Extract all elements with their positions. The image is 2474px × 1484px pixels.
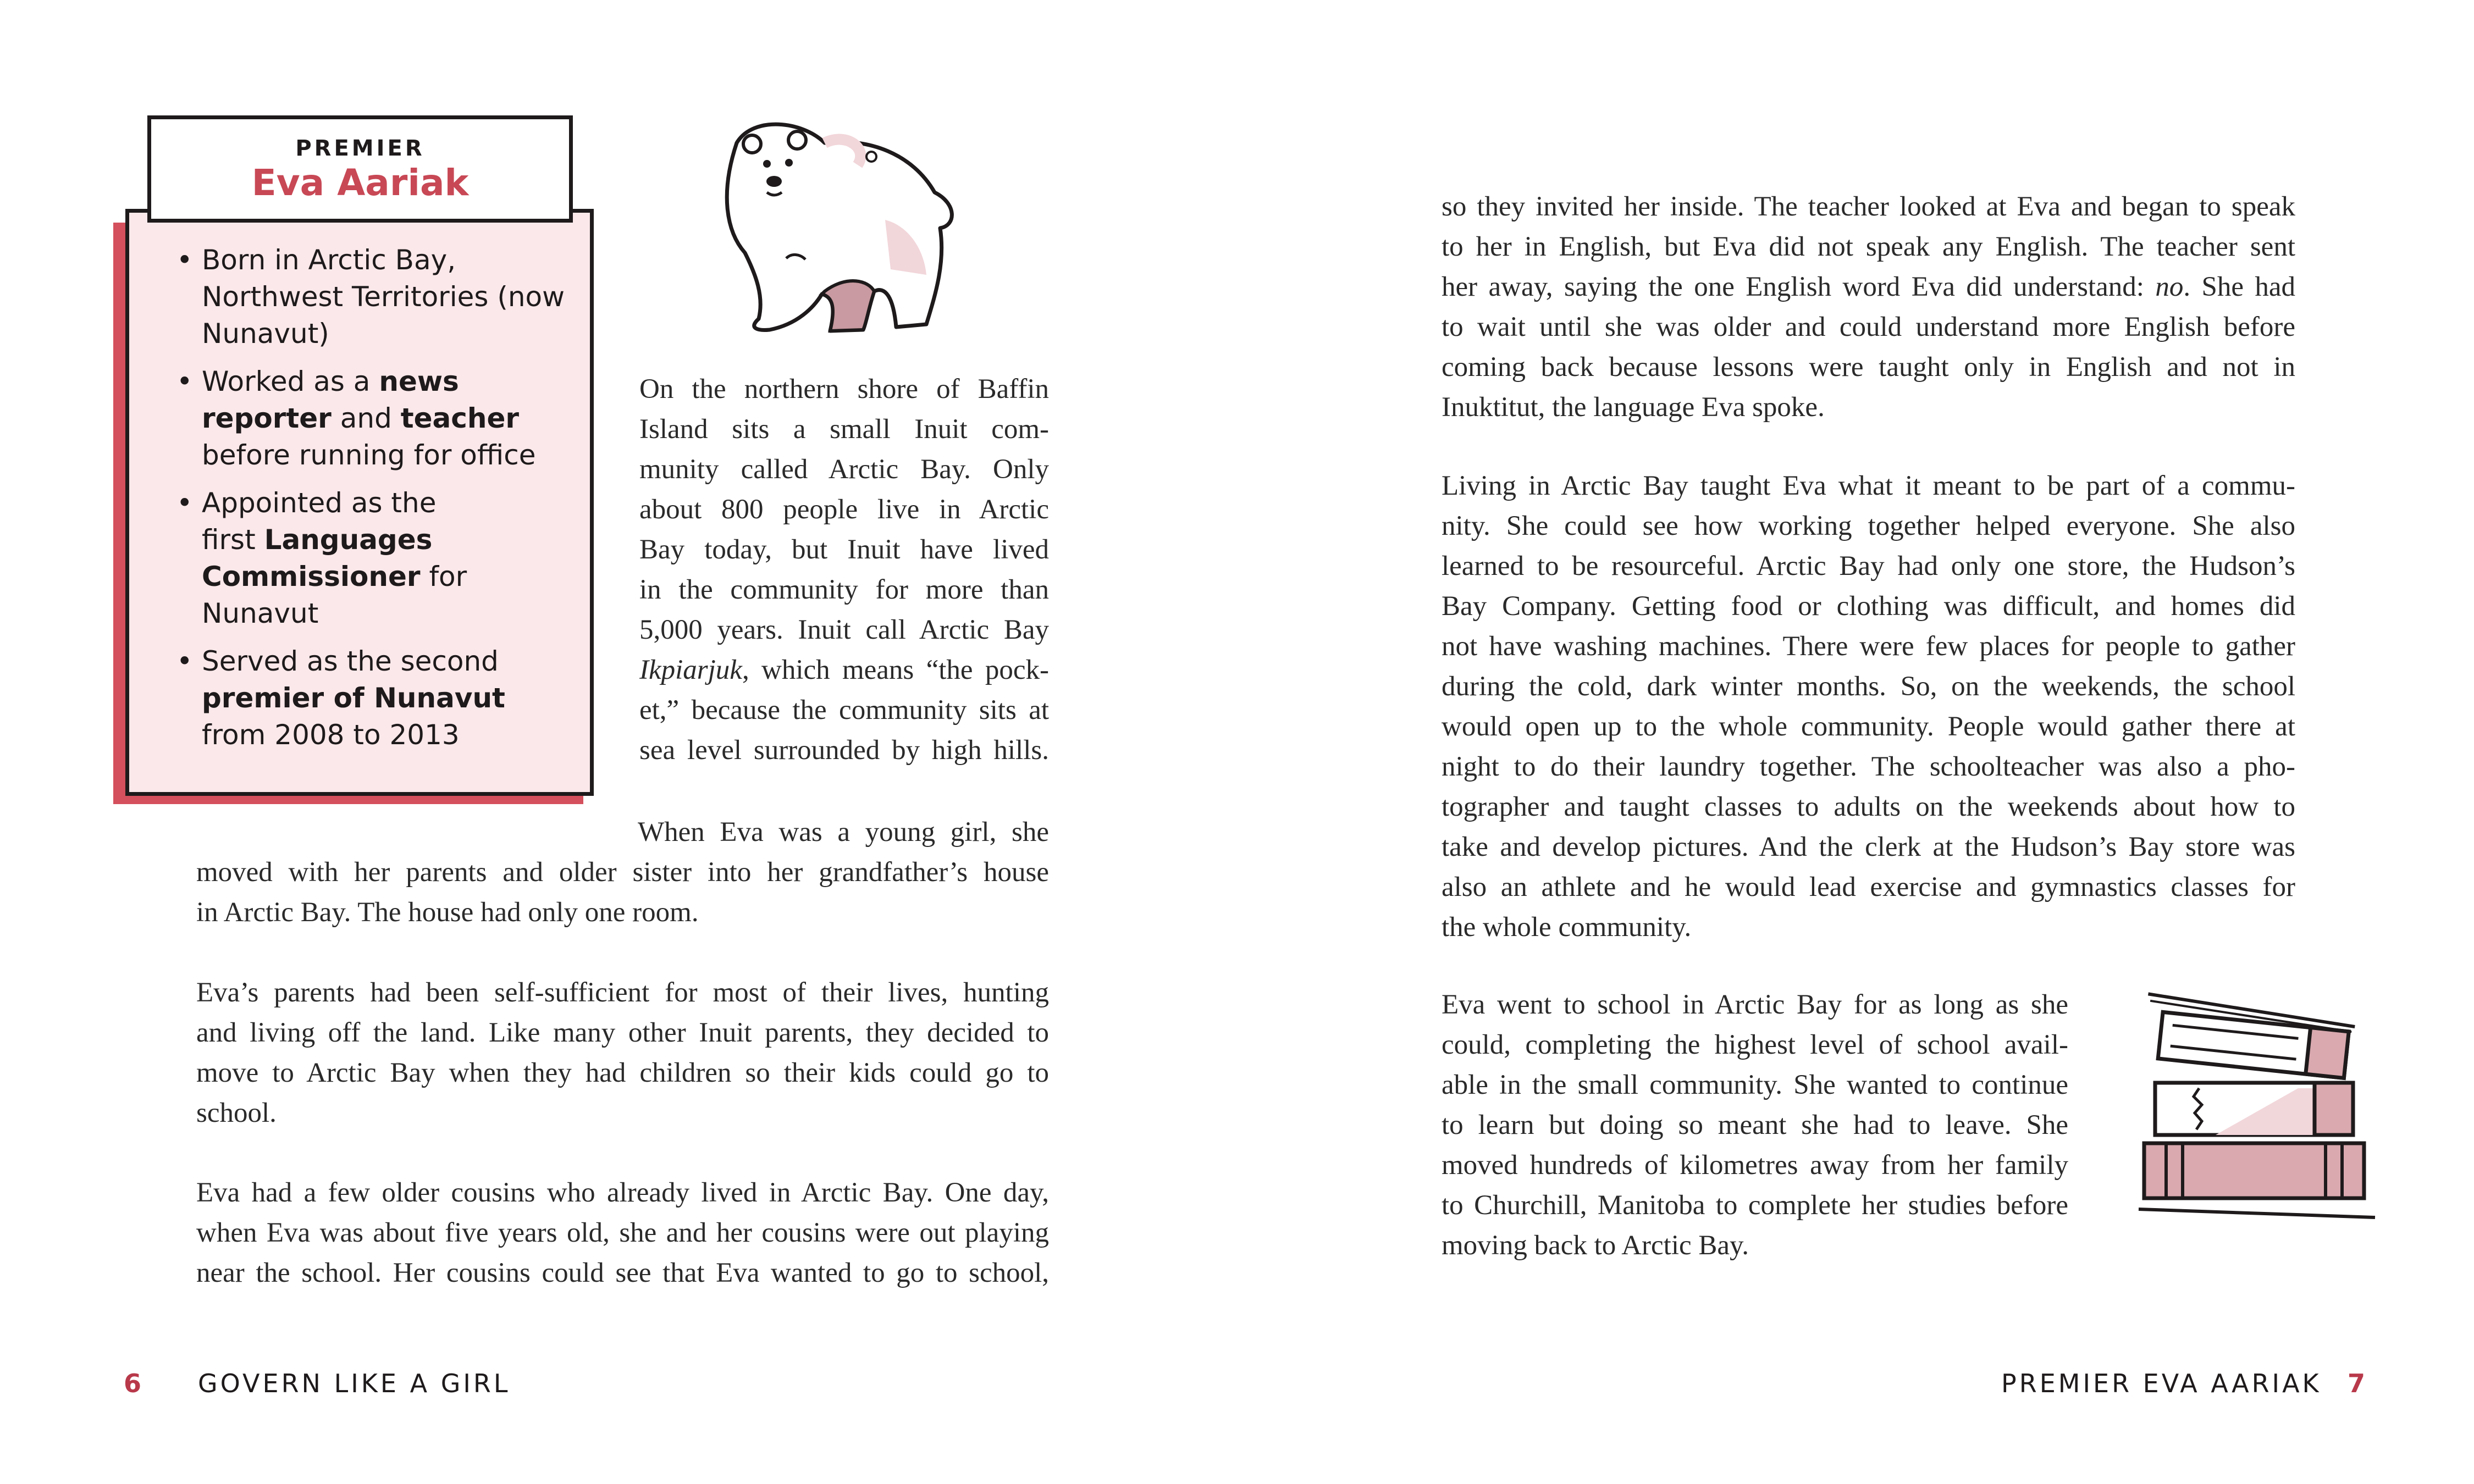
fact-item: • Served as the second premier of Nunavut from 2008 to 2013 <box>173 643 569 754</box>
fact-line: Northwest Territories (now <box>202 281 565 313</box>
body-column-intro: On the northern shore of Baffin Island sits a small Inuit com- munity called Arctic Bay. Only about 800 people live in Arctic Bay today, but Inuit have lived in the community for more than 5,000 years. Inuit call Arctic Bay Ikpiarjuk, which means “the pock- et,” because the community sits at sea level surrounded by high hills. <box>639 369 1049 771</box>
text-line: in Arctic Bay. The house had only one room. <box>196 897 699 928</box>
text-line: moved with her parents and older sister into her grandfather’s house <box>196 857 1049 888</box>
fact-bold: teacher <box>400 402 520 434</box>
text-line: would open up to the whole community. People would gather there at <box>1442 711 2295 742</box>
text-fragment: which means “the pock- <box>761 655 1049 685</box>
text-fragment: her away, saying the one English word Eva did understand: <box>1442 272 2156 302</box>
italic-word: no <box>2155 272 2184 302</box>
italic-word: Ikpiarjuk <box>639 655 742 685</box>
book-stack-icon <box>2133 1000 2386 1220</box>
fact-box-name: Eva Aariak <box>251 162 469 204</box>
fact-line: Born in Arctic Bay, <box>202 244 456 276</box>
text-line: coming back because lessons were taught only in English and not in <box>1442 352 2295 383</box>
fact-text: for <box>420 561 467 593</box>
text-line: 5,000 years. Inuit call Arctic Bay <box>639 614 1049 645</box>
text-line: to her in English, but Eva did not speak any English. The teacher sent <box>1442 231 2295 262</box>
text-line: to learn but doing so meant she had to leave. She <box>1442 1110 2068 1140</box>
fact-bold: reporter <box>202 402 332 434</box>
text-line: also an athlete and he would lead exercise and gymnastics classes for <box>1442 872 2295 902</box>
text-line: not have washing machines. There were few places for people to gather <box>1442 631 2295 662</box>
fact-item: • Appointed as the first Languages Commissioner for Nunavut <box>173 485 569 632</box>
fact-box-kicker: PREMIER <box>295 136 425 161</box>
text-line: et,” because the community sits at <box>639 695 1049 726</box>
text-line: moved hundreds of kilometres away from her family <box>1442 1150 2068 1181</box>
text-line: munity called Arctic Bay. Only <box>639 454 1049 485</box>
text-line: Bay Company. Getting food or clothing was difficult, and homes did <box>1442 591 2295 622</box>
text-line: Eva had a few older cousins who already lived in Arctic Bay. One day, <box>196 1177 1049 1208</box>
page-number: 7 <box>2348 1369 2366 1398</box>
fact-item: • Born in Arctic Bay, Northwest Territories (now Nunavut) <box>173 242 569 352</box>
text-line: sea level surrounded by high hills. <box>639 735 1049 766</box>
running-head: GOVERN LIKE A GIRL <box>198 1369 511 1398</box>
text-line: nity. She could see how working together helped everyone. She also <box>1442 511 2295 541</box>
text-line: Bay today, but Inuit have lived <box>639 534 1049 565</box>
fact-bold: Commissioner <box>202 561 421 593</box>
text-line: school. <box>196 1098 277 1128</box>
fact-line: before running for office <box>202 439 536 471</box>
text-line: On the northern shore of Baffin <box>639 374 1049 405</box>
text-line: the whole community. <box>1442 912 1692 943</box>
body-paragraph <box>638 812 1049 852</box>
fact-text: Worked as a <box>202 366 379 397</box>
fact-bold: premier of Nunavut <box>202 682 505 714</box>
text-fragment: to <box>1442 312 1477 342</box>
text-line: so they invited her inside. The teacher looked at Eva and began to speak <box>1442 191 2295 222</box>
fact-list <box>173 242 569 765</box>
text-line: take and develop pictures. And the clerk at the Hudson’s Bay store was <box>1442 832 2295 862</box>
text-line: near the school. Her cousins could see that Eva wanted to go to school, <box>196 1258 1049 1288</box>
text-line: night to do their laundry together. The schoolteacher was also a pho- <box>1442 751 2295 782</box>
body-paragraph <box>1442 187 2295 428</box>
text-line: during the cold, dark winter months. So, on the weekends, the school <box>1442 671 2295 702</box>
fact-box-header <box>147 115 573 223</box>
text-line: could, completing the highest level of school avail- <box>1442 1029 2068 1060</box>
text-line: and living off the land. Like many other Inuit parents, they decided to <box>196 1017 1049 1048</box>
body-paragraph <box>196 852 1049 933</box>
text-line: able in the small community. She wanted to continue <box>1442 1070 2068 1100</box>
text-line: to Churchill, Manitoba to complete her studies before <box>1442 1190 2068 1221</box>
text-line: learned to be resourceful. Arctic Bay had only one store, the Hudson’s <box>1442 551 2295 582</box>
text-line: Living in Arctic Bay taught Eva what it meant to be part of a commu- <box>1442 470 2295 501</box>
fact-line: Nunavut) <box>202 318 329 350</box>
text-line: Inuktitut, the language Eva spoke. <box>1442 392 1825 423</box>
text-line: tographer and taught classes to adults on the weekends about how to <box>1442 791 2295 822</box>
text-line: When Eva was a young girl, she <box>638 817 1049 848</box>
fact-line: from 2008 to 2013 <box>202 719 460 751</box>
body-paragraph <box>196 1173 1049 1293</box>
text-line: move to Arctic Bay when they had children so their kids could go to <box>196 1057 1049 1088</box>
text-fragment: . She had <box>2183 272 2295 302</box>
right-page <box>1237 0 2474 1484</box>
fact-bold: news <box>379 366 459 397</box>
polar-bear-icon <box>704 110 968 341</box>
page-number: 6 <box>124 1369 142 1398</box>
text-line: moving back to Arctic Bay. <box>1442 1230 1749 1261</box>
fact-text: and <box>331 402 401 434</box>
body-paragraph <box>196 973 1049 1133</box>
fact-item: • Worked as a news reporter and teacher before running for office <box>173 363 569 474</box>
body-paragraph <box>1442 466 2295 948</box>
running-head: PREMIER EVA AARIAK <box>2001 1369 2322 1398</box>
fact-bold: Languages <box>264 524 433 556</box>
text-line: Eva’s parents had been self-sufficient for most of their lives, hunting <box>196 977 1049 1008</box>
body-paragraph <box>1442 985 2068 1266</box>
text-line: Island sits a small Inuit com- <box>639 414 1049 445</box>
text-line: when Eva was about five years old, she and her cousins were out playing <box>196 1217 1049 1248</box>
text-line: Eva went to school in Arctic Bay for as long as she <box>1442 989 2068 1020</box>
fact-line: Served as the second <box>202 645 499 677</box>
text-fragment: wait until she was older and could understand more English before <box>1477 312 2296 342</box>
fact-line: Nunavut <box>202 597 319 629</box>
fact-text: first <box>202 524 264 556</box>
text-line: in the community for more than <box>639 574 1049 605</box>
fact-line: Appointed as the <box>202 487 437 519</box>
text-line: about 800 people live in Arctic <box>639 494 1049 525</box>
